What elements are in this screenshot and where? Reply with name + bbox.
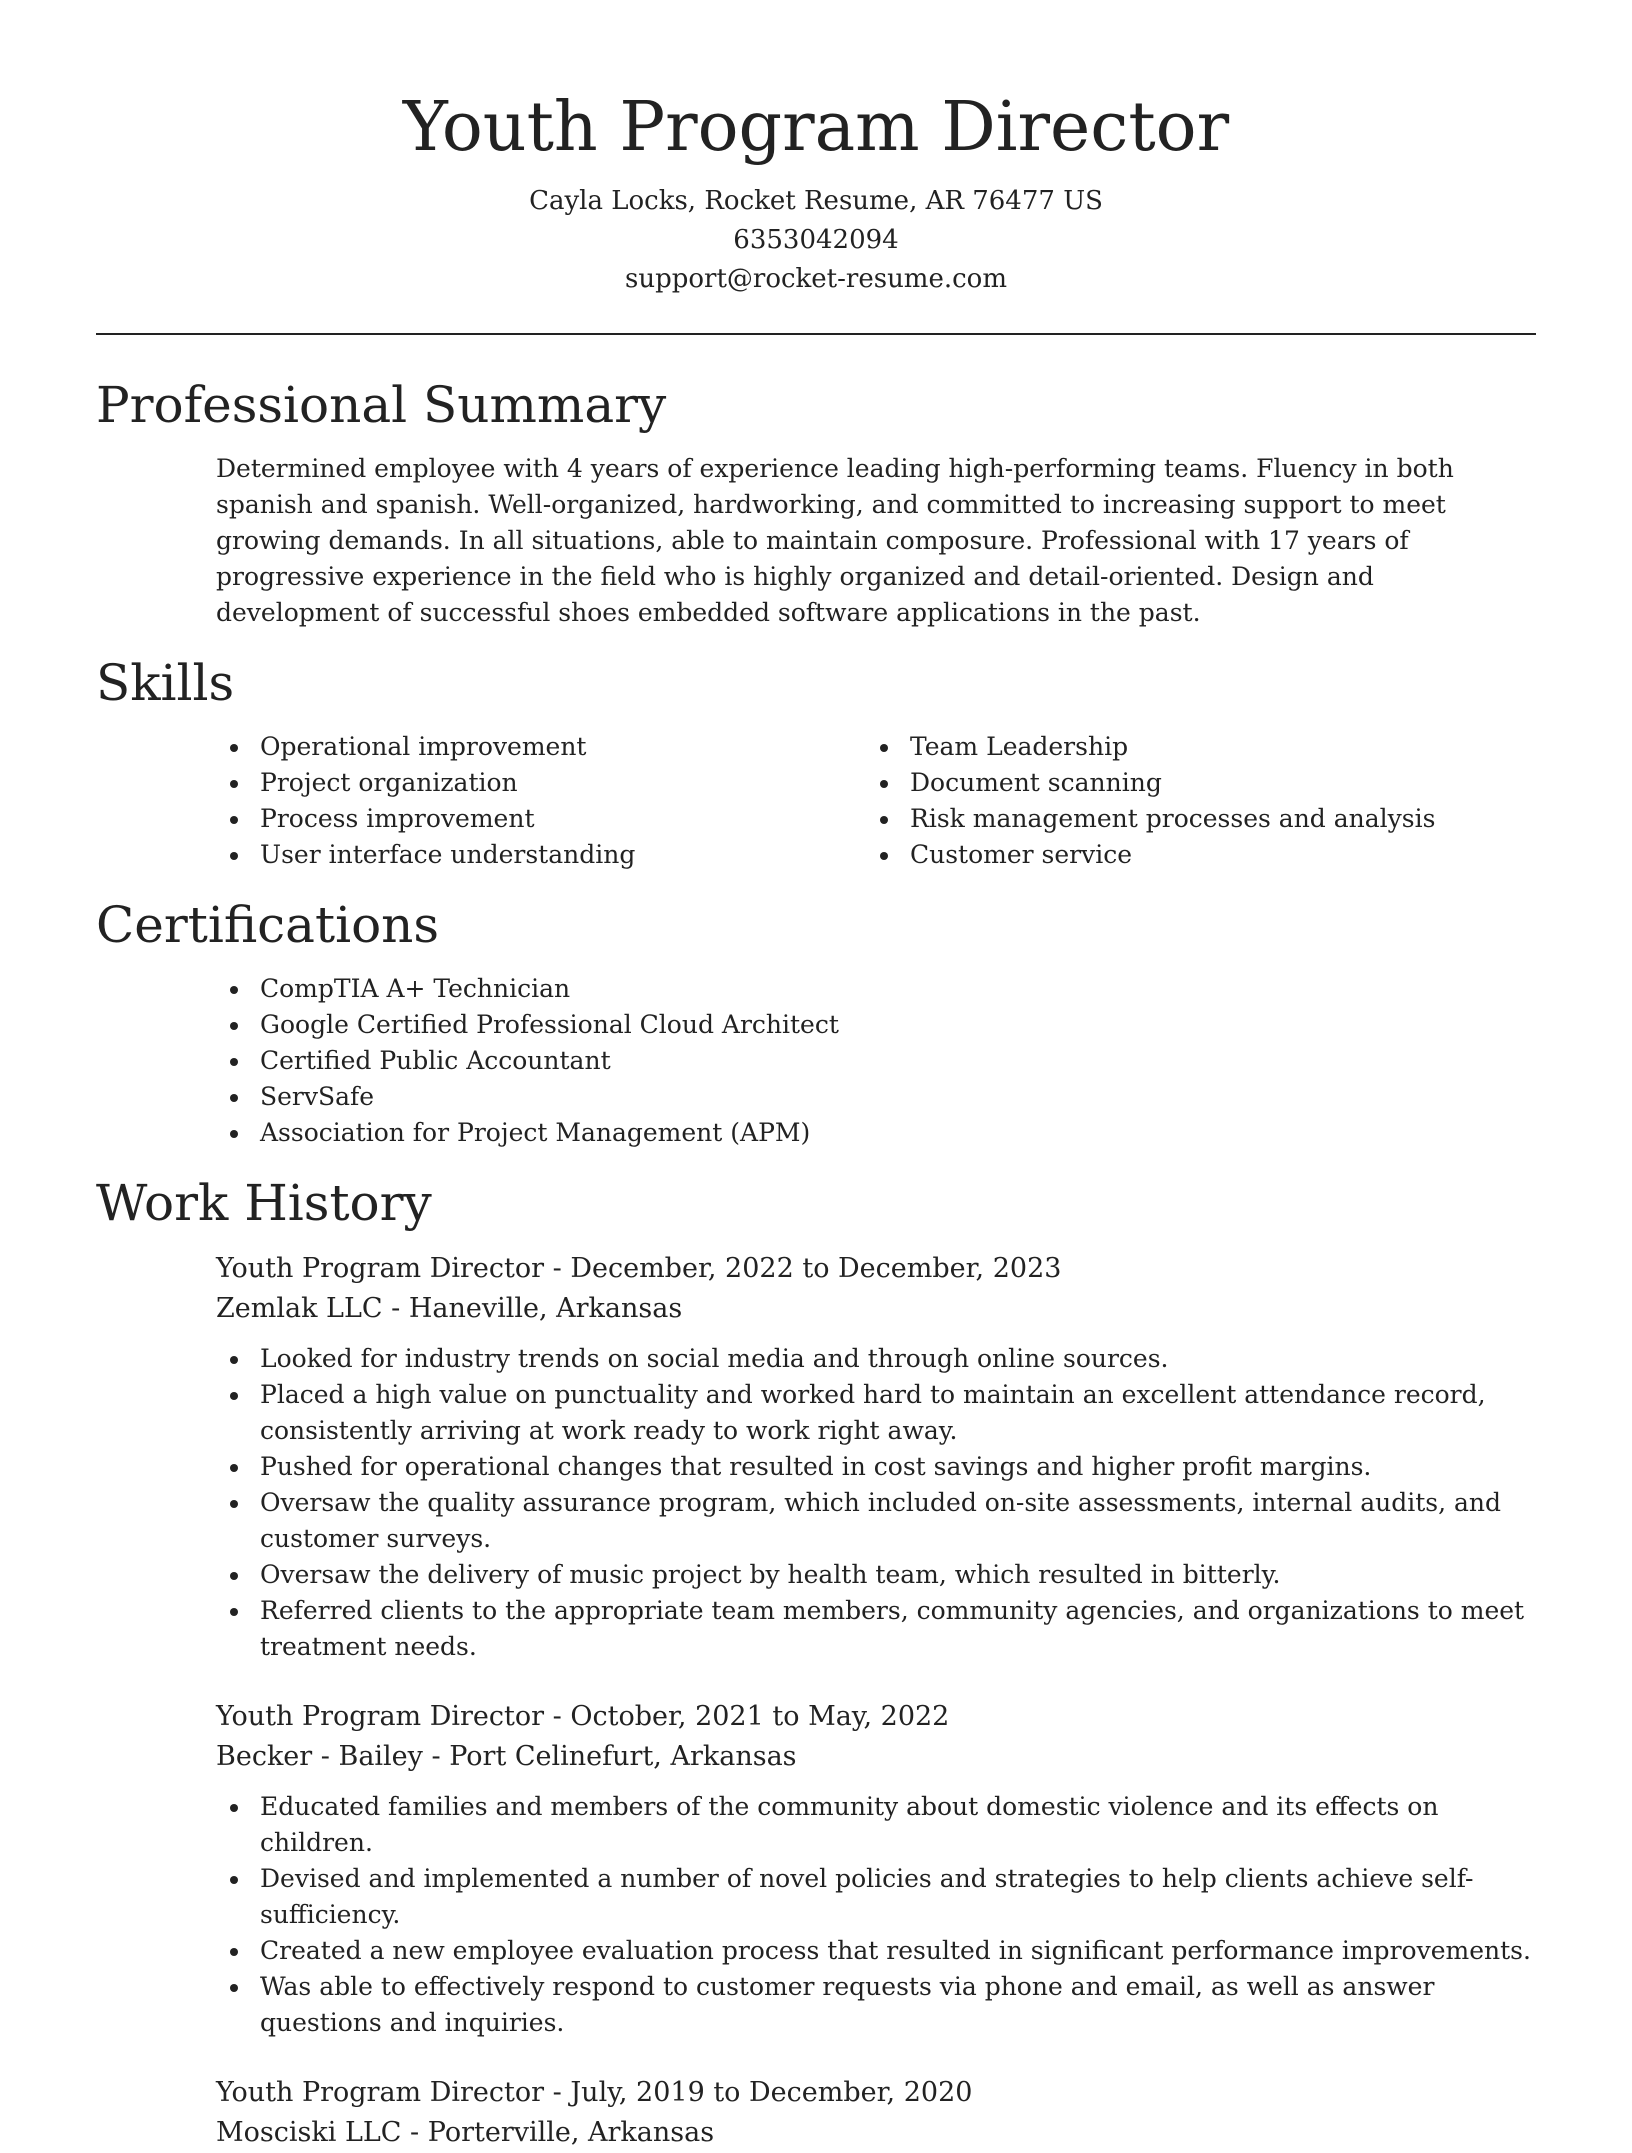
job-entry xyxy=(216,1697,1536,2041)
contact-address: Cayla Locks, Rocket Resume, AR 76477 US xyxy=(529,186,1103,216)
job-role: Youth Program Director xyxy=(216,1701,545,1732)
skill-item: Operational improvement xyxy=(216,729,866,765)
skills-column-right xyxy=(866,729,1516,873)
job-dates: - October, 2021 to May, 2022 xyxy=(544,1701,950,1732)
job-company-line xyxy=(216,1289,1536,1329)
job-title-line xyxy=(216,1697,1536,1737)
job-company: Zemlak LLC xyxy=(216,1293,383,1324)
summary-text: Determined employee with 4 years of experience leading high-performing teams. Fluency in both spanish and spanish. Well-organized, hardworking, and committed to increasing support to meet growing demands. In all situations, able to maintain composure. Professional with 17 years of progressive experience in the field who is highly organized and detail-oriented. Design and development of successful shoes embedded software applications in the past. xyxy=(216,454,1454,627)
job-bullets xyxy=(216,1341,1536,1665)
skill-item: Document scanning xyxy=(866,765,1516,801)
job-location: - Port Celinefurt, Arkansas xyxy=(422,1741,797,1772)
job-title-line xyxy=(216,2073,1536,2113)
job-title-line xyxy=(216,1249,1536,1289)
job-bullet: Pushed for operational changes that resulted in cost savings and higher profit margins. xyxy=(216,1449,1536,1485)
header-divider xyxy=(96,333,1536,335)
skills-heading: Skills xyxy=(96,654,235,712)
job-role: Youth Program Director xyxy=(216,2077,545,2108)
resume-header xyxy=(96,0,1536,299)
contact-email[interactable]: support@rocket-resume.com xyxy=(624,264,1007,294)
certifications-list xyxy=(216,971,1536,1151)
skill-item: Risk management processes and analysis xyxy=(866,801,1516,837)
job-bullet: Devised and implemented a number of novel policies and strategies to help clients achieve self-sufficiency. xyxy=(216,1861,1536,1933)
skill-item: Project organization xyxy=(216,765,866,801)
job-role: Youth Program Director xyxy=(216,1253,545,1284)
certification-item: Certified Public Accountant xyxy=(216,1043,1536,1079)
certification-item: Association for Project Management (APM) xyxy=(216,1115,1536,1151)
job-bullet: Oversaw the quality assurance program, which included on-site assessments, internal audits, and customer surveys. xyxy=(216,1485,1536,1557)
job-bullet: Placed a high value on punctuality and worked hard to maintain an excellent attendance record, consistently arriving at work ready to work right away. xyxy=(216,1377,1536,1449)
certification-item: ServSafe xyxy=(216,1079,1536,1115)
skill-item: Process improvement xyxy=(216,801,866,837)
job-bullet: Created a new employee evaluation process that resulted in significant performance improvements. xyxy=(216,1933,1536,1969)
job-bullet: Referred clients to the appropriate team members, community agencies, and organizations to meet treatment needs. xyxy=(216,1593,1536,1665)
job-location: - Porterville, Arkansas xyxy=(401,2117,715,2148)
skills-list xyxy=(216,729,1536,873)
skill-item: User interface understanding xyxy=(216,837,866,873)
job-entry xyxy=(216,1249,1536,1665)
job-company: Mosciski LLC xyxy=(216,2117,402,2148)
resume-page xyxy=(96,0,1536,2153)
skills-column-left xyxy=(216,729,866,873)
job-bullets xyxy=(216,1789,1536,2041)
job-bullet: Educated families and members of the community about domestic violence and its effects on children. xyxy=(216,1789,1536,1861)
work-history-heading: Work History xyxy=(96,1174,432,1232)
job-company-line xyxy=(216,1737,1536,1777)
certifications-heading: Certifications xyxy=(96,896,440,954)
job-dates: - December, 2022 to December, 2023 xyxy=(544,1253,1062,1284)
skill-item: Customer service xyxy=(866,837,1516,873)
skill-item: Team Leadership xyxy=(866,729,1516,765)
summary-heading: Professional Summary xyxy=(96,376,667,434)
certification-item: Google Certified Professional Cloud Architect xyxy=(216,1007,1536,1043)
job-bullet: Was able to effectively respond to customer requests via phone and email, as well as answer questions and inquiries. xyxy=(216,1969,1536,2041)
contact-phone: 6353042094 xyxy=(733,225,899,255)
job-company-line xyxy=(216,2113,1536,2153)
job-entry xyxy=(216,2073,1536,2153)
job-location: - Haneville, Arkansas xyxy=(382,1293,683,1324)
certification-item: CompTIA A+ Technician xyxy=(216,971,1536,1007)
contact-block xyxy=(96,182,1536,299)
job-bullet: Oversaw the delivery of music project by health team, which resulted in bitterly. xyxy=(216,1557,1536,1593)
resume-title: Youth Program Director xyxy=(402,88,1230,167)
job-company: Becker - Bailey xyxy=(216,1741,423,1772)
job-dates: - July, 2019 to December, 2020 xyxy=(544,2077,973,2108)
job-bullet: Looked for industry trends on social media and through online sources. xyxy=(216,1341,1536,1377)
